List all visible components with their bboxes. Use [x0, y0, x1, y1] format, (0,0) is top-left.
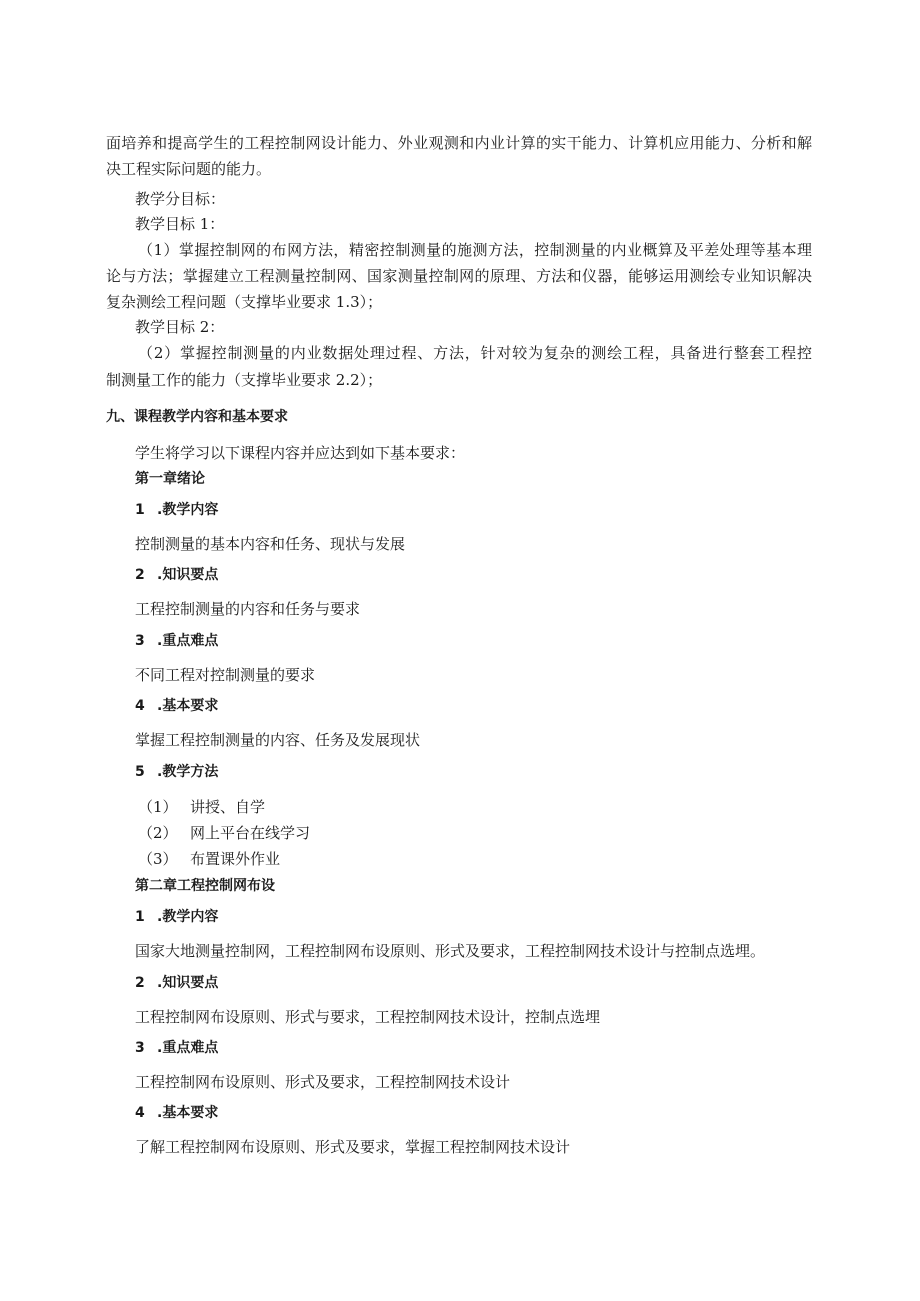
ch2-item-1-heading	[135, 906, 218, 928]
ch2-item-3-number: 3	[135, 1040, 145, 1056]
ch1-item-5-heading	[135, 761, 218, 783]
ch2-item-2-heading	[135, 972, 218, 994]
goal-2-line-2: 制测量工作的能力（支撑毕业要求 2.2）；	[106, 371, 383, 389]
ch2-item-1-text: 国家大地测量控制网，工程控制网布设原则、形式及要求，工程控制网技术设计与控制点选埋。	[135, 942, 766, 960]
ch1-item-1-number: 1	[135, 502, 145, 518]
ch1-method-2-text: 网上平台在线学习	[190, 824, 311, 842]
section-9-intro: 学生将学习以下课程内容并应达到如下基本要求：	[135, 444, 466, 462]
ch2-item-2-text: 工程控制网布设原则、形式与要求，工程控制网技术设计，控制点选埋	[135, 1008, 601, 1026]
ch1-item-4-label: .基本要求	[157, 698, 219, 714]
ch1-method-1-number: （1）	[138, 798, 178, 816]
ch1-item-3-number: 3	[135, 633, 145, 649]
goal-2-line-1: （2）掌握控制测量的内业数据处理过程、方法，针对较为复杂的测绘工程，具备进行整套工程控	[138, 344, 812, 362]
ch2-item-3-text: 工程控制网布设原则、形式及要求，工程控制网技术设计	[135, 1073, 511, 1091]
intro-line-2: 决工程实际问题的能力。	[106, 160, 272, 178]
goal-1-line-1: （1）掌握控制网的布网方法，精密控制测量的施测方法，控制测量的内业概算及平差处理等基本理	[138, 241, 812, 259]
section-9-heading: 九、课程教学内容和基本要求	[106, 409, 288, 425]
ch1-method-2-number: （2）	[138, 824, 178, 842]
ch1-item-1-text: 控制测量的基本内容和任务、现状与发展	[135, 535, 406, 553]
ch1-item-4-number: 4	[135, 698, 145, 714]
ch1-item-3-text: 不同工程对控制测量的要求	[135, 666, 316, 684]
ch2-item-3-heading	[135, 1037, 218, 1059]
ch2-item-4-number: 4	[135, 1105, 145, 1121]
goal-2-label: 教学目标 2：	[135, 318, 225, 336]
ch2-item-1-label: .教学内容	[157, 909, 219, 925]
sub-goals-heading: 教学分目标：	[135, 190, 226, 208]
ch1-item-2-heading	[135, 564, 218, 586]
ch2-item-1-number: 1	[135, 909, 145, 925]
ch2-item-2-label: .知识要点	[157, 975, 219, 991]
ch1-item-3-heading	[135, 630, 218, 652]
ch1-item-3-label: .重点难点	[157, 633, 219, 649]
ch2-item-2-number: 2	[135, 975, 145, 991]
ch1-item-2-text: 工程控制测量的内容和任务与要求	[135, 600, 361, 618]
ch1-method-3-number: （3）	[138, 850, 178, 868]
ch1-method-3	[138, 848, 280, 870]
ch2-item-4-text: 了解工程控制网布设原则、形式及要求，掌握工程控制网技术设计	[135, 1138, 571, 1156]
chapter-1-title: 第一章绪论	[135, 471, 205, 487]
ch1-method-2	[138, 822, 310, 844]
goal-1-line-2: 论与方法；掌握建立工程测量控制网、国家测量控制网的原理、方法和仪器，能够运用测绘专业知识解决	[106, 267, 812, 285]
ch1-method-1-text: 讲授、自学	[190, 798, 266, 816]
ch1-item-4-heading	[135, 695, 218, 717]
ch2-item-4-label: .基本要求	[157, 1105, 219, 1121]
goal-1-label: 教学目标 1：	[135, 215, 225, 233]
ch2-item-4-heading	[135, 1102, 218, 1124]
ch1-method-1	[138, 796, 265, 818]
ch1-item-4-text: 掌握工程控制测量的内容、任务及发展现状	[135, 731, 421, 749]
ch1-method-3-text: 布置课外作业	[190, 850, 281, 868]
ch1-item-2-number: 2	[135, 567, 145, 583]
ch2-item-3-label: .重点难点	[157, 1040, 219, 1056]
ch1-item-2-label: .知识要点	[157, 567, 219, 583]
ch1-item-1-label: .教学内容	[157, 502, 219, 518]
chapter-2-title: 第二章工程控制网布设	[135, 878, 275, 894]
goal-1-line-3: 复杂测绘工程问题（支撑毕业要求 1.3）；	[106, 293, 383, 311]
ch1-item-5-number: 5	[135, 764, 145, 780]
intro-line-1: 面培养和提高学生的工程控制网设计能力、外业观测和内业计算的实干能力、计算机应用能力、分析和解	[106, 134, 812, 152]
ch1-item-5-label: .教学方法	[157, 764, 219, 780]
ch1-item-1-heading	[135, 499, 218, 521]
